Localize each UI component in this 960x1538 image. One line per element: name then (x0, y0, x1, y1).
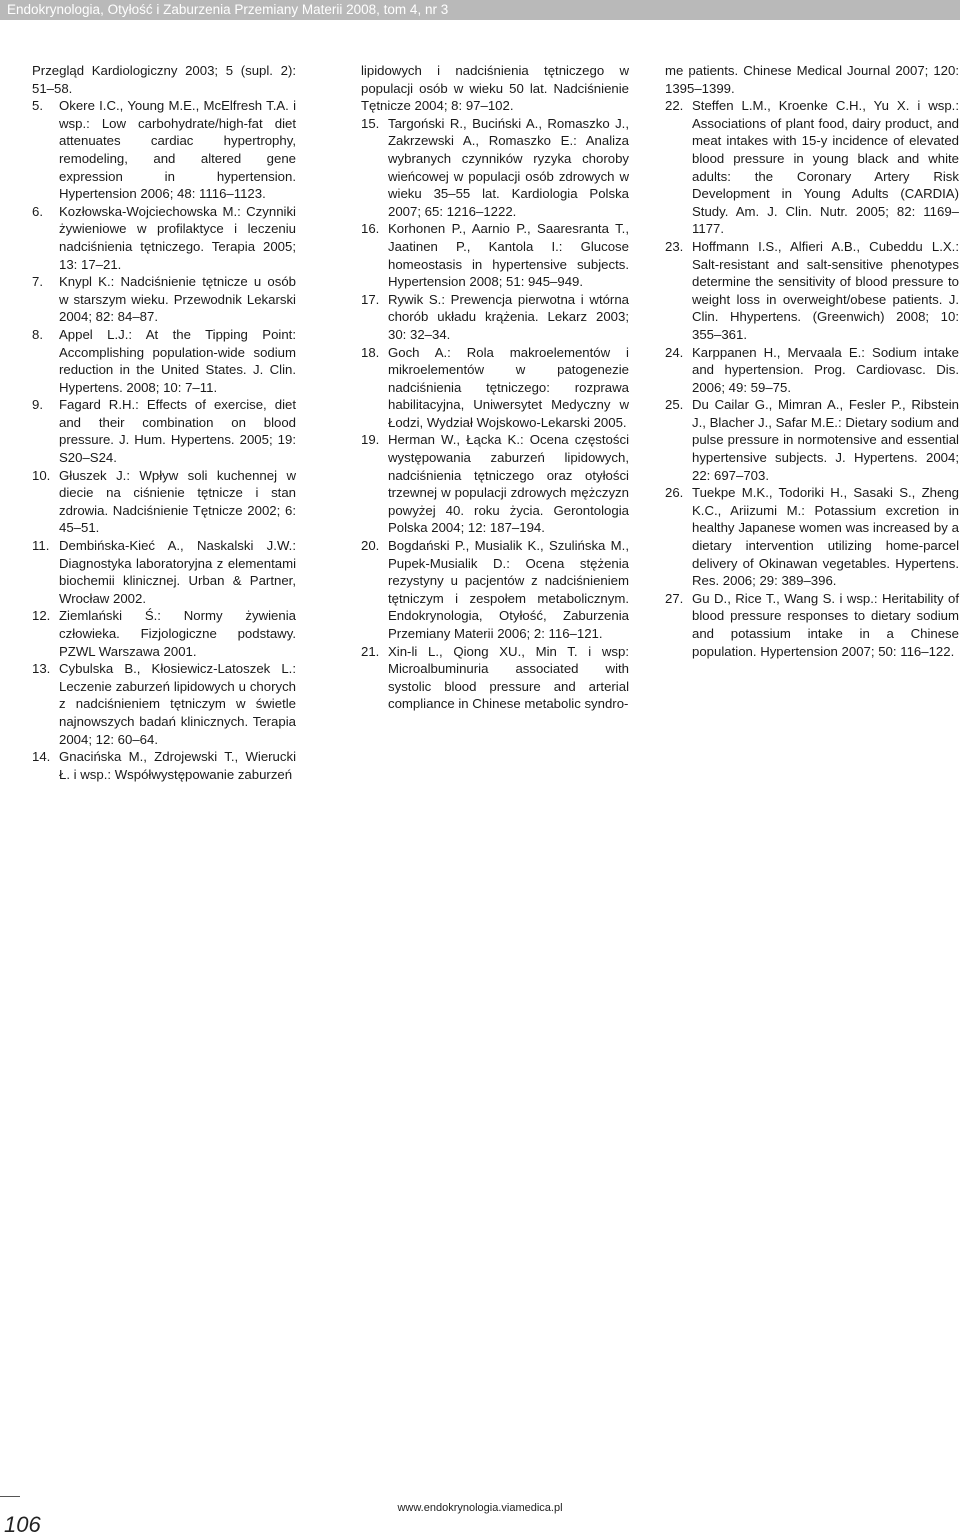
reference-number: 23. (665, 238, 684, 254)
reference-item (32, 537, 296, 607)
reference-continuation (665, 62, 959, 97)
reference-text: Xin-li L., Qiong XU., Min T. i wsp: Microalbuminuria associated with systolic blood pressure and arterial compliance in Chinese metabolic syndro- (388, 643, 629, 712)
reference-number: 22. (665, 98, 684, 114)
reference-item (32, 396, 296, 466)
reference-number: 21. (361, 643, 380, 659)
reference-item (32, 748, 296, 783)
reference-item (665, 238, 959, 344)
reference-number: 15. (361, 115, 380, 131)
reference-item (361, 643, 629, 713)
reference-text: Tuekpe M.K., Todoriki H., Sasaki S., Zheng K.C., Ariizumi M.: Potassium excretion in healthy Japanese women was increased by a dietary intervention utilizing home-parcel delivery of Okinawan vegetables. Hypertens. Res. 2006; 29: 389–396. (692, 485, 959, 589)
reference-item (361, 537, 629, 643)
page-number: 106 (4, 1512, 41, 1537)
reference-number: 8. (32, 326, 43, 342)
reference-number: 13. (32, 661, 51, 677)
reference-text: Bogdański P., Musialik K., Szulińska M., Pupek-Musialik D.: Ocena stężenia rezystyny u pacjentów z nadciśnieniem tętniczym i zespołem metabolicznym. Endokrynologia, Otyłość, Zaburzenia Przemiany Materii 2006; 2: 116–121. (388, 538, 629, 641)
reference-item (361, 344, 629, 432)
reference-number: 24. (665, 344, 684, 360)
footer-rule (0, 1496, 20, 1497)
reference-text: Goch A.: Rola makroelementów i mikroelementów w patogenezie nadciśnienia tętniczego: rozprawa habilitacyjna, Uniwersytet Medyczny w Łodzi, Wydział Wojskowo-Lekarski 2005. (388, 344, 629, 430)
reference-number: 18. (361, 344, 380, 360)
journal-url: www.endokrynologia.viamedica.pl (397, 1502, 563, 1514)
reference-text: Herman W., Łącka K.: Ocena częstości występowania zaburzeń lipidowych, nadciśnienia tętniczego oraz otyłości trzewnej w populacji zdrowych mężczyzn powyżej 40. roku życia. Gerontologia Polska 2004; 12: 187–194. (388, 432, 629, 536)
reference-item (32, 326, 296, 396)
reference-text: Gnacińska M., Zdrojewski T., Wierucki Ł. i wsp.: Współwystępowanie zaburzeń (59, 749, 296, 782)
reference-text: Okere I.C., Young M.E., McElfresh T.A. i wsp.: Low carbohydrate/high-fat diet attenuates cardiac hypertrophy, remodeling, and altered gene expression in hypertension. Hypertension 2006; 48: 1116–1123. (59, 98, 296, 202)
reference-item (665, 97, 959, 238)
reference-text: Głuszek J.: Wpływ soli kuchennej w diecie na ciśnienie tętnicze i stan zdrowia. Nadciśnienie Tętnicze 2002; 6: 45–51. (59, 467, 296, 536)
reference-text: Gu D., Rice T., Wang S. i wsp.: Heritability of blood pressure responses to dietary sodium and potassium intake in a Chinese population. Hypertension 2007; 50: 116–122. (692, 590, 959, 659)
reference-number: 6. (32, 203, 43, 219)
reference-text: Hoffmann I.S., Alfieri A.B., Cubeddu L.X.: Salt-resistant and salt-sensitive phenotypes determine the sensitivity of blood pressure to weight loss in overweight/obese patients. J. Clin. Hhypertens. (Greenwich) 2008; 10: 355–361. (692, 238, 959, 342)
reference-number: 10. (32, 467, 51, 483)
reference-item (32, 660, 296, 748)
reference-item (32, 273, 296, 326)
reference-number: 5. (32, 98, 43, 114)
reference-text: Cybulska B., Kłosiewicz-Latoszek L.: Leczenie zaburzeń lipidowych u chorych z nadciśnieniem tętniczym w świetle najnowszych badań klinicznych. Terapia 2004; 12: 60–64. (59, 661, 296, 747)
reference-item (665, 590, 959, 660)
running-title: Endokrynologia, Otyłość i Zaburzenia Przemiany Materii 2008, tom 4, nr 3 (7, 2, 449, 17)
reference-text: Targoński R., Buciński A., Romaszko J., Zakrzewski A., Romaszko E.: Analiza wybranych czynników ryzyka choroby wieńcowej w populacji osób zdrowych w wieku 35–55 lat. Kardiologia Polska 2007; 65: 1216–1222. (388, 115, 629, 219)
reference-text: Rywik S.: Prewencja pierwotna i wtórna chorób układu krążenia. Lekarz 2003; 30: 32–34. (388, 291, 629, 342)
reference-number: 19. (361, 432, 380, 448)
reference-text: Du Cailar G., Mimran A., Fesler P., Ribstein J., Blacher J., Safar M.E.: Dietary sodium and pulse pressure in normotensive and essential hypertensive subjects. J. Hypertens. 2004; 22: 697–703. (692, 397, 959, 483)
reference-item (361, 220, 629, 290)
reference-column-1 (32, 62, 296, 783)
reference-item (32, 97, 296, 203)
reference-number: 25. (665, 397, 684, 413)
reference-number: 26. (665, 485, 684, 501)
reference-item (32, 203, 296, 273)
reference-column-3 (665, 62, 959, 660)
reference-column-2 (361, 62, 629, 713)
reference-text: Fagard R.H.: Effects of exercise, diet and their combination on blood pressure. J. Hum. Hypertens. 2005; 19: S20–S24. (59, 397, 296, 466)
reference-item (665, 396, 959, 484)
reference-item (665, 484, 959, 590)
reference-text: Dembińska-Kieć A., Naskalski J.W.: Diagnostyka laboratoryjna z elementami biochemii klinicznej. Urban & Partner, Wrocław 2002. (59, 538, 296, 606)
reference-continuation (32, 62, 296, 97)
reference-number: 12. (32, 608, 51, 624)
reference-item (361, 431, 629, 537)
reference-text: Steffen L.M., Kroenke C.H., Yu X. i wsp.: Associations of plant food, dairy product, and meat intakes with 15-y incidence of elevated blood pressure in young black and white adults: the Coronary Artery Risk Development in Young Adults (CARDIA) Study. Am. J. Clin. Nutr. 2005; 82: 1169–1177. (692, 98, 959, 237)
reference-number: 14. (32, 749, 51, 765)
reference-item (361, 115, 629, 221)
reference-text: Ziemlański Ś.: Normy żywienia człowieka. Fizjologiczne podstawy. PZWL Warszawa 2001. (59, 608, 296, 659)
reference-text: Karppanen H., Mervaala E.: Sodium intake and hypertension. Prog. Cardiovasc. Dis. 2006; 49: 59–75. (692, 344, 959, 395)
reference-number: 7. (32, 274, 43, 290)
reference-item (32, 467, 296, 537)
reference-text: lipidowych i nadciśnienia tętniczego w populacji osób w wieku 50 lat. Nadciśnienie Tętnicze 2004; 8: 97–102. (361, 63, 629, 114)
running-header (0, 0, 960, 20)
reference-text: Knypl K.: Nadciśnienie tętnicze u osób w starszym wieku. Przewodnik Lekarski 2004; 82: 84–87. (59, 274, 296, 325)
reference-item (665, 344, 959, 397)
reference-number: 9. (32, 397, 43, 413)
reference-number: 16. (361, 221, 380, 237)
reference-number: 11. (32, 538, 50, 554)
reference-text: Korhonen P., Aarnio P., Saaresranta T., Jaatinen P., Kantola I.: Glucose homeostasis in hypertensive subjects. Hypertension 2008; 51: 945–949. (388, 221, 629, 290)
reference-number: 17. (361, 291, 380, 307)
reference-item (361, 291, 629, 344)
reference-continuation (361, 62, 629, 115)
reference-text: Przegląd Kardiologiczny 2003; 5 (supl. 2): 51–58. (32, 63, 296, 96)
reference-text: me patients. Chinese Medical Journal 2007; 120: 1395–1399. (665, 63, 959, 96)
reference-text: Kozłowska-Wojciechowska M.: Czynniki żywieniowe w profilaktyce i leczeniu nadciśnienia tętniczego. Terapia 2005; 13: 17–21. (59, 203, 296, 272)
reference-item (32, 607, 296, 660)
reference-number: 27. (665, 590, 684, 606)
reference-text: Appel L.J.: At the Tipping Point: Accomplishing population-wide sodium reduction in the United States. J. Clin. Hypertens. 2008; 10: 7–11. (59, 326, 296, 395)
reference-number: 20. (361, 538, 380, 554)
